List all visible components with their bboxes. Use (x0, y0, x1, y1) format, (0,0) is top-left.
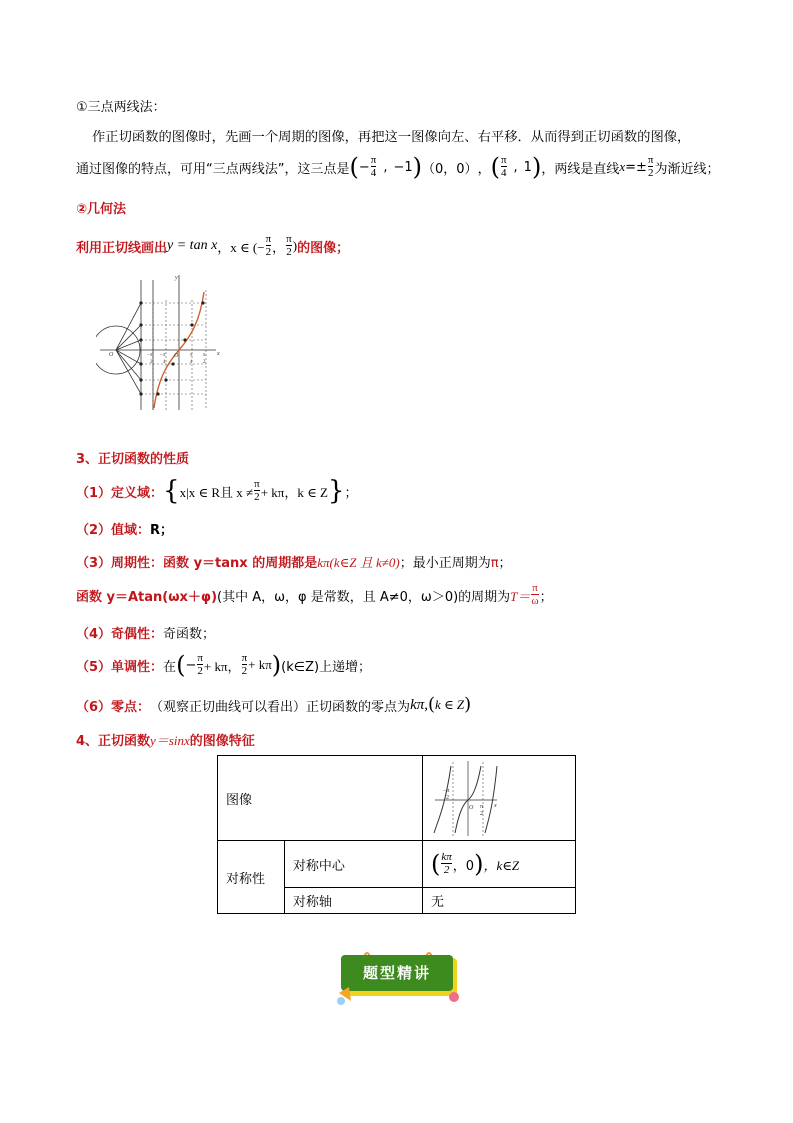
section-banner (333, 945, 463, 1015)
fraction-pi-4 (371, 155, 377, 179)
text: 4、正切函数 (76, 734, 151, 749)
method1-paragraph-line2: 通过图像的特点，可用“三点两线法”，这三点是 ( − $\frac{\pi}{4}$ , −1 ) （0，0） ， ( $\frac{\pi}{4}$ , 1 ) ，两线是直线 x =± $\frac{\pi}{2}$ 为渐近线； (76, 153, 720, 181)
paren-open: ( (431, 850, 441, 878)
label: （5）单调性： (76, 659, 164, 675)
T: T＝ (510, 588, 531, 604)
end: ； (539, 589, 553, 605)
tick-pi2-num: π (203, 353, 206, 358)
num: π (197, 652, 203, 664)
k-in-z: ，k∈Z (483, 857, 520, 873)
mini-graph-cell (423, 756, 576, 841)
num: π (532, 582, 538, 594)
text: 在 (163, 659, 177, 675)
origin-point: （0，0） (422, 161, 478, 177)
close: ) (292, 238, 298, 253)
circle-center-label: O (109, 352, 114, 358)
paren-close: ) (412, 153, 423, 181)
text: 函数 y＝tanx 的周期都是 (163, 556, 318, 571)
end: ； (344, 485, 358, 501)
section3-title: 3、正切函数的性质 (76, 452, 190, 467)
brace-close: } (327, 476, 345, 506)
num: π (241, 652, 248, 664)
point-y: −1 (393, 159, 413, 175)
row-label-symmetry: 对称性 (218, 841, 285, 914)
axis-label-y: y (175, 275, 178, 281)
eq: =± (625, 159, 647, 175)
paren-open: ( (490, 153, 500, 181)
tick-pi4-num: π (190, 353, 193, 358)
text: 函数 y＝Atan(ωx＋φ) (76, 589, 218, 605)
row-label-image: 图像 (218, 756, 423, 841)
properties-table (217, 755, 576, 914)
method2-title: ②几何法 (76, 202, 127, 217)
fraction-pi-2 (242, 653, 248, 677)
text: 的图像特征 (189, 734, 255, 749)
den: 2 (254, 491, 260, 503)
value: R； (150, 523, 174, 538)
table-row (218, 756, 576, 841)
minus: − (185, 657, 197, 673)
monotonic-line (76, 646, 371, 684)
cell-center-label: 对称中心 (284, 841, 422, 888)
value: 奇函数； (163, 627, 216, 642)
pi: π (490, 556, 499, 571)
label: （3）周期性： (76, 556, 164, 571)
paren-close: ) (531, 153, 542, 181)
mini-tick-neg-pi-num: −π (443, 788, 450, 794)
tick-minus: − (160, 353, 163, 358)
tick-pi4-den: 4 (190, 360, 193, 365)
var-x: x (619, 159, 626, 174)
paren-open: ( (349, 153, 359, 181)
paren-close: ) (474, 850, 484, 878)
method1-paragraph-line1: 作正切函数的图像时，先画一个周期的图像，再把这一图像向左、右平移．从而得到正切函数的图像， (92, 130, 691, 145)
mini-tick-neg-pi-den: 2 (446, 795, 450, 801)
paren-close: ) (464, 694, 472, 715)
comma: , (513, 159, 518, 175)
text: (其中 A，ω，φ 是常数，且 A≠0，ω＞0)的周期为 (217, 589, 511, 605)
mini-tick-pi-den: 2 (480, 811, 484, 817)
den: 2 (197, 665, 203, 677)
text: 利用正切线画出 (76, 240, 168, 256)
tick-pi2-den: 2 (203, 360, 206, 365)
fraction-pi-2 (286, 234, 292, 258)
text: 为渐近线； (654, 161, 720, 177)
table-row (218, 841, 576, 888)
fraction-pi-2 (648, 155, 654, 179)
text: (k∈Z)上递增； (281, 659, 372, 675)
tick-minus: − (147, 353, 150, 358)
value: ，0 (452, 858, 475, 874)
method1-title: ①三点两线法： (76, 100, 166, 115)
fraction-pi-2 (197, 653, 203, 677)
num: π (647, 154, 654, 166)
cond: ，x ∈ (− (217, 239, 265, 255)
cell-axis-value: 无 (423, 888, 576, 914)
label: （2）值域： (76, 523, 151, 538)
den: 4 (500, 167, 507, 179)
comma: , (383, 159, 388, 175)
label: （1）定义域： (76, 485, 164, 501)
sep: ， (272, 240, 286, 256)
mini-axis-x: x (494, 803, 497, 809)
axis-label-x: x (217, 351, 220, 357)
general-period-line (76, 576, 553, 614)
num: π (286, 233, 292, 245)
den: 2 (265, 246, 272, 258)
set-a: x|x ∈ R且 x ≠ (179, 484, 254, 500)
banner-text: 题型精讲 (362, 964, 431, 982)
text: 的图像； (297, 240, 350, 256)
mini-tangent-graph (431, 758, 501, 838)
num: kπ (441, 851, 452, 863)
text: + kπ (248, 657, 272, 672)
text: ；最小正周期为 (399, 556, 491, 571)
tick-neg-pi4-num: π (163, 353, 166, 358)
tangent-line-graph (96, 270, 226, 415)
tick-neg-pi2-num: π (150, 353, 153, 358)
text: ，两线是直线 (541, 161, 620, 177)
paren-close: ) (271, 651, 282, 679)
minus-sign: − (358, 159, 370, 175)
kpi: kπ(k∈Z 且 k≠0) (317, 555, 400, 570)
den: 2 (241, 665, 248, 677)
den: 4 (370, 167, 377, 179)
section4-title (76, 730, 255, 749)
den: 2 (441, 863, 451, 876)
fraction-kpi-2 (441, 852, 451, 876)
cell-center-value (423, 841, 576, 888)
range-line (76, 519, 173, 538)
func: y＝sinx (150, 733, 190, 748)
tick-neg-pi4-den: 4 (163, 360, 166, 365)
fraction-pi-2 (266, 234, 272, 258)
num: π (500, 154, 507, 166)
set-b: + kπ，k ∈ Z (260, 484, 328, 500)
text: 通过图像的特点，可用“三点两线法”，这三点是 (76, 161, 350, 177)
num: π (254, 478, 260, 490)
func: y = tan x (167, 238, 218, 253)
paren-open: ( (428, 694, 436, 715)
zero-line (76, 693, 471, 717)
text: + kπ， (203, 658, 241, 674)
fraction-pi-2 (254, 479, 260, 503)
domain-line (76, 472, 357, 510)
text: （观察正切曲线可以看出）正切函数的零点为 (150, 699, 411, 715)
k-in-z: k ∈ Z (435, 697, 465, 712)
parity-line (76, 623, 215, 642)
fraction-pi-omega (531, 583, 538, 607)
cell-axis-label: 对称轴 (284, 888, 422, 914)
fraction-pi-4 (501, 155, 507, 179)
num: π (370, 154, 377, 166)
den: 2 (286, 246, 292, 258)
mini-tick-pi-num: π (480, 804, 484, 810)
mini-origin: O (469, 805, 474, 811)
kpi: kπ, (410, 696, 428, 713)
tick-neg-pi2-den: 2 (150, 360, 153, 365)
den: 2 (647, 167, 654, 179)
label: （4）奇偶性： (76, 627, 164, 642)
method2-line (76, 228, 349, 264)
end: ； (498, 556, 512, 571)
origin-label: O (174, 353, 179, 359)
period-line (76, 552, 512, 571)
label: （6）零点： (76, 699, 151, 715)
point-y: 1 (523, 159, 532, 175)
den: ω (531, 595, 539, 607)
paren-open: ( (176, 651, 186, 679)
brace-open: { (163, 476, 180, 506)
num: π (265, 233, 272, 245)
